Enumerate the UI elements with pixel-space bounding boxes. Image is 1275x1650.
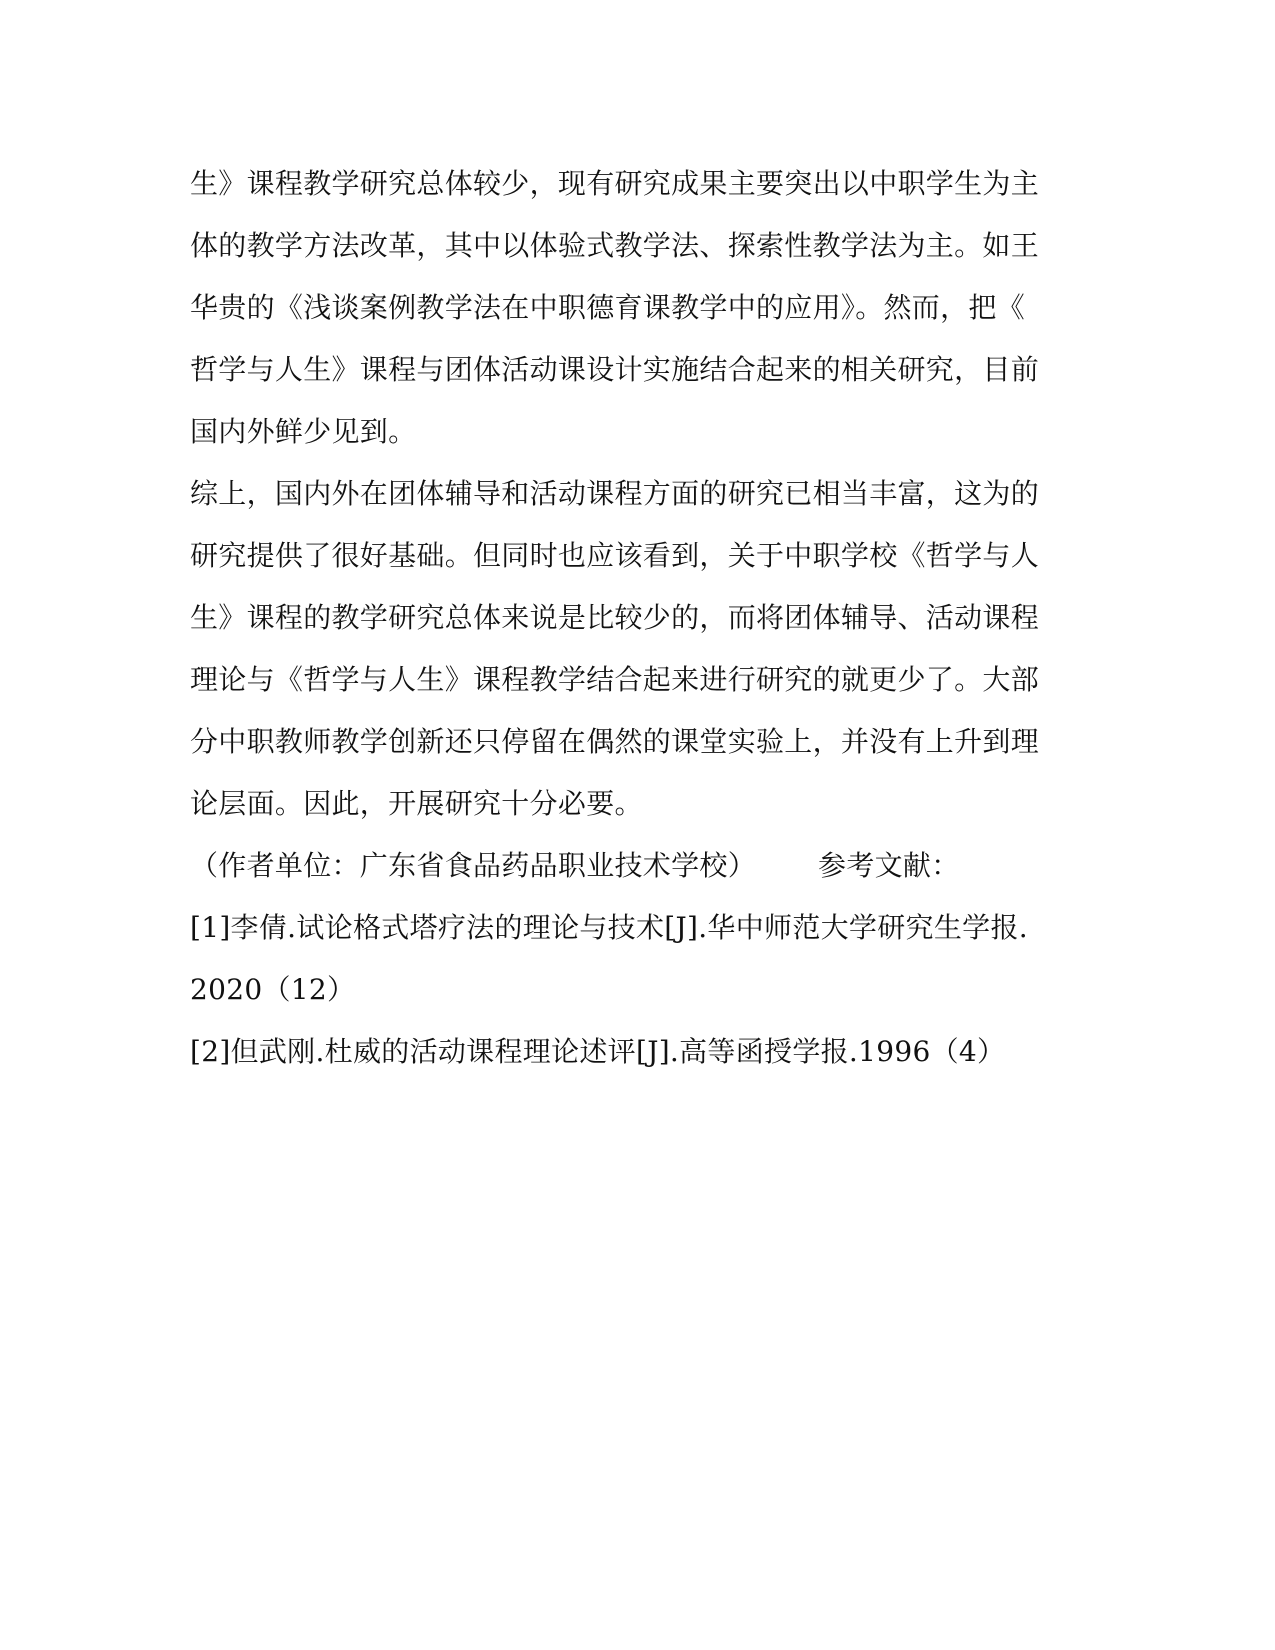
body-text-line: 华贵的《浅谈案例教学法在中职德育课教学中的应用》。然而，把《	[190, 291, 1026, 324]
references-heading: 参考文献：	[818, 849, 960, 882]
author-affiliation: （作者单位：广东省食品药品职业技术学校）	[190, 849, 757, 882]
body-text-line: 体的教学方法改革，其中以体验式教学法、探索性教学法为主。如王	[190, 229, 1040, 262]
body-text-line: 综上，国内外在团体辅导和活动课程方面的研究已相当丰富，这为的	[190, 477, 1040, 510]
body-text-line: 研究提供了很好基础。但同时也应该看到，关于中职学校《哲学与人	[190, 539, 1040, 572]
reference-item-2: [2]但武刚.杜威的活动课程理论述评[J].高等函授学报.1996（4）	[190, 1035, 1006, 1068]
reference-item-1: [1]李倩.试论格式塔疗法的理论与技术[J].华中师范大学研究生学报.	[190, 911, 1028, 944]
body-text-line: 分中职教师教学创新还只停留在偶然的课堂实验上，并没有上升到理	[190, 725, 1040, 758]
body-text-line: 哲学与人生》课程与团体活动课设计实施结合起来的相关研究，目前	[190, 353, 1040, 386]
author-affiliation-line	[190, 846, 960, 886]
body-text-line: 理论与《哲学与人生》课程教学结合起来进行研究的就更少了。大部	[190, 663, 1040, 696]
body-text-line: 论层面。因此，开展研究十分必要。	[190, 787, 643, 820]
reference-item-1-continuation: 2020（12）	[190, 973, 356, 1006]
body-text-line: 国内外鲜少见到。	[190, 415, 417, 448]
body-text-line: 生》课程教学研究总体较少，现有研究成果主要突出以中职学生为主	[190, 167, 1040, 200]
body-text-line: 生》课程的教学研究总体来说是比较少的，而将团体辅导、活动课程	[190, 601, 1040, 634]
